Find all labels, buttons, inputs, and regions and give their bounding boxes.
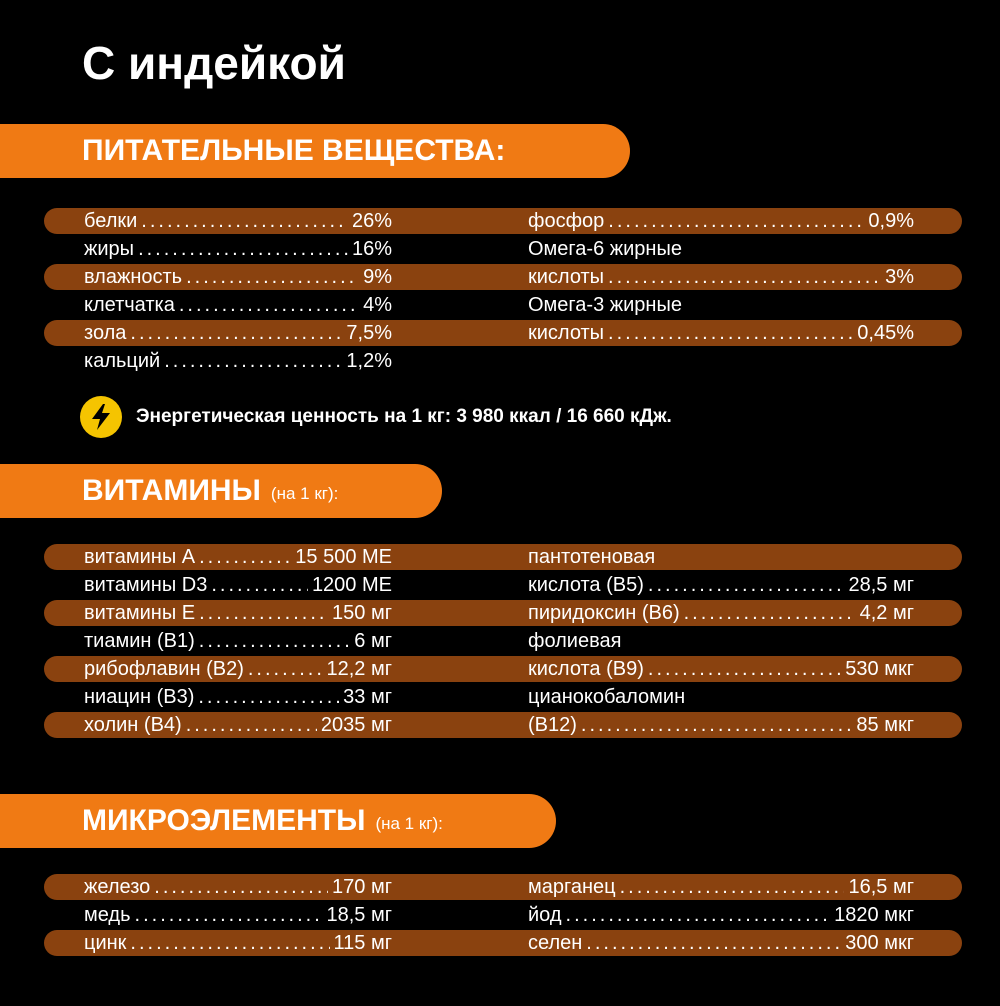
minerals-heading: МИКРОЭЛЕМЕНТЫ xyxy=(82,804,366,837)
item-name: Омега-3 жирные xyxy=(528,293,682,316)
item-value: 7,5% xyxy=(346,321,392,344)
item-name: зола xyxy=(84,321,127,344)
list-item xyxy=(84,207,392,235)
dot-leader xyxy=(620,875,845,899)
item-name: фолиевая xyxy=(528,629,622,652)
item-name: кислоты xyxy=(528,321,605,344)
item-name: железо xyxy=(84,875,151,898)
item-name: селен xyxy=(528,931,583,954)
dot-leader xyxy=(164,349,342,373)
item-name: витамины А xyxy=(84,545,196,568)
item-value: 3% xyxy=(885,265,914,288)
item-name: кислота (В5) xyxy=(528,573,644,596)
item-name: фосфор xyxy=(528,209,605,232)
item-value: 300 мкг xyxy=(845,931,914,954)
item-name: витамины Е xyxy=(84,601,196,624)
list-item xyxy=(84,319,392,347)
item-name: белки xyxy=(84,209,138,232)
list-item xyxy=(528,873,914,901)
list-item xyxy=(528,543,914,571)
list-item xyxy=(528,655,914,683)
item-value: 1820 мкг xyxy=(834,903,914,926)
item-value: 530 мкг xyxy=(845,657,914,680)
item-value: 85 мкг xyxy=(856,713,914,736)
dot-leader xyxy=(648,573,845,597)
item-value: 18,5 мг xyxy=(326,903,392,926)
item-name: тиамин (В1) xyxy=(84,629,195,652)
item-name: Омега-6 жирные xyxy=(528,237,682,260)
dot-leader xyxy=(138,237,348,261)
list-item xyxy=(528,207,914,235)
item-name: пиридоксин (В6) xyxy=(528,601,680,624)
dot-leader xyxy=(586,931,841,955)
item-name: холин (В4) xyxy=(84,713,182,736)
item-value: 170 мг xyxy=(332,875,392,898)
energy-value: Энергетическая ценность на 1 кг: 3 980 ккал / 16 660 кДж. xyxy=(136,406,672,427)
list-item xyxy=(528,319,914,347)
item-name: (В12) xyxy=(528,713,577,736)
item-value: 16% xyxy=(351,237,392,260)
dot-leader xyxy=(648,657,841,681)
item-value: 4% xyxy=(363,293,392,316)
dot-leader xyxy=(141,209,348,233)
list-item xyxy=(84,901,392,929)
list-item xyxy=(84,263,392,291)
page-title: С индейкой xyxy=(82,37,346,89)
dot-leader xyxy=(608,321,853,345)
dot-leader xyxy=(684,601,856,625)
dot-leader xyxy=(566,903,831,927)
item-name: жиры xyxy=(84,237,135,260)
item-name: кислоты xyxy=(528,265,605,288)
list-item xyxy=(84,235,392,263)
energy-line xyxy=(80,396,672,438)
dot-leader xyxy=(608,209,864,233)
item-name: ниацин (В3) xyxy=(84,685,195,708)
list-item xyxy=(528,901,914,929)
item-value: 150 мг xyxy=(332,601,392,624)
nutrients-banner xyxy=(0,124,630,178)
nutrients-right-list xyxy=(528,207,914,347)
list-item xyxy=(84,929,392,957)
vitamins-note: (на 1 кг): xyxy=(270,484,339,503)
item-name: йод xyxy=(528,903,562,926)
vitamins-banner xyxy=(0,464,442,518)
minerals-banner xyxy=(0,794,556,848)
list-item xyxy=(84,543,392,571)
item-value: 12,2 мг xyxy=(326,657,392,680)
dot-leader xyxy=(186,713,317,737)
item-name: влажность xyxy=(84,265,183,288)
item-name: марганец xyxy=(528,875,616,898)
item-name: рибофлавин (В2) xyxy=(84,657,244,680)
item-value: 28,5 мг xyxy=(848,573,914,596)
item-value: 0,9% xyxy=(868,209,914,232)
list-item xyxy=(528,929,914,957)
list-item xyxy=(84,571,392,599)
item-name: кислота (В9) xyxy=(528,657,644,680)
vitamins-right-list xyxy=(528,543,914,739)
dot-leader xyxy=(608,265,881,289)
item-value: 16,5 мг xyxy=(848,875,914,898)
list-item xyxy=(528,571,914,599)
minerals-left-list xyxy=(84,873,392,957)
item-name: клетчатка xyxy=(84,293,175,316)
dot-leader xyxy=(186,265,359,289)
item-value: 4,2 мг xyxy=(859,601,914,624)
list-item xyxy=(528,627,914,655)
list-item xyxy=(528,235,914,263)
dot-leader xyxy=(135,903,323,927)
dot-leader xyxy=(154,875,328,899)
item-name: кальций xyxy=(84,349,161,372)
dot-leader xyxy=(199,545,291,569)
item-value: 1,2% xyxy=(346,349,392,372)
list-item xyxy=(528,683,914,711)
dot-leader xyxy=(581,713,852,737)
list-item xyxy=(84,873,392,901)
nutrients-left-list xyxy=(84,207,392,375)
nutrients-heading: ПИТАТЕЛЬНЫЕ ВЕЩЕСТВА: xyxy=(82,134,506,167)
list-item xyxy=(84,347,392,375)
list-item xyxy=(528,263,914,291)
lightning-icon xyxy=(80,396,122,438)
item-value: 0,45% xyxy=(857,321,914,344)
item-name: цианокобаломин xyxy=(528,685,686,708)
list-item xyxy=(84,683,392,711)
list-item xyxy=(84,655,392,683)
dot-leader xyxy=(179,293,359,317)
dot-leader xyxy=(130,931,329,955)
item-value: 2035 мг xyxy=(320,713,392,736)
item-value: 15 500 МЕ xyxy=(295,545,392,568)
vitamins-heading: ВИТАМИНЫ xyxy=(82,474,261,507)
minerals-right-list xyxy=(528,873,914,957)
minerals-note: (на 1 кг): xyxy=(375,814,443,833)
list-item xyxy=(528,291,914,319)
dot-leader xyxy=(130,321,342,345)
list-item xyxy=(84,599,392,627)
item-name: пантотеновая xyxy=(528,545,656,568)
dot-leader xyxy=(248,657,323,681)
list-item xyxy=(84,627,392,655)
item-name: медь xyxy=(84,903,131,926)
dot-leader xyxy=(199,601,328,625)
item-value: 26% xyxy=(351,209,392,232)
vitamins-left-list xyxy=(84,543,392,739)
dot-leader xyxy=(199,629,351,653)
list-item xyxy=(528,711,914,739)
item-value: 9% xyxy=(363,265,392,288)
item-name: витамины D3 xyxy=(84,573,208,596)
list-item xyxy=(84,711,392,739)
list-item xyxy=(84,291,392,319)
item-value: 1200 МЕ xyxy=(311,573,392,596)
list-item xyxy=(528,599,914,627)
dot-leader xyxy=(211,573,308,597)
item-value: 6 мг xyxy=(354,629,392,652)
item-value: 33 мг xyxy=(343,685,392,708)
dot-leader xyxy=(198,685,339,709)
item-value: 115 мг xyxy=(333,931,392,954)
item-name: цинк xyxy=(84,931,127,954)
